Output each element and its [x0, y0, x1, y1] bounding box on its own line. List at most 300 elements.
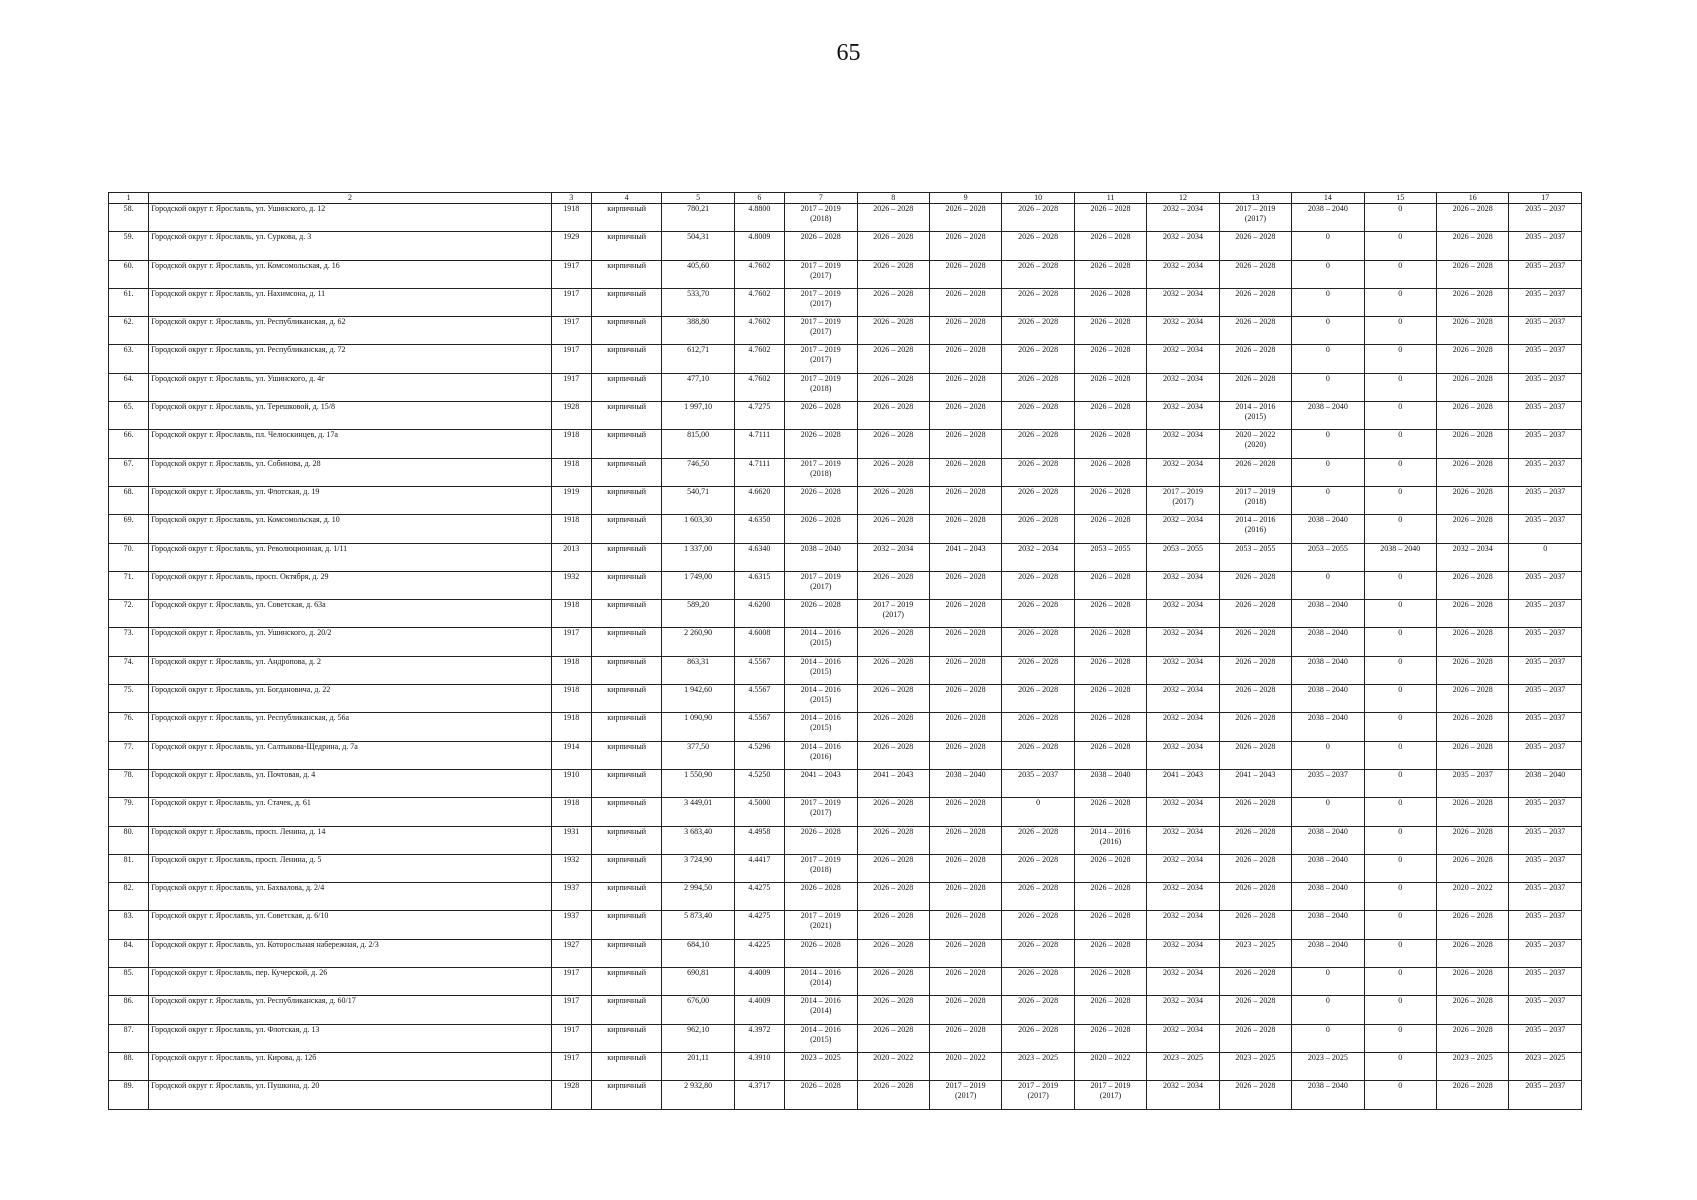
table-cell: 2023 – 2025	[1509, 1052, 1582, 1080]
table-cell: 1928	[551, 402, 591, 430]
table-cell: 2026 – 2028	[1002, 968, 1074, 996]
table-cell: 2026 – 2028	[1002, 911, 1074, 939]
column-header: 2	[149, 193, 551, 204]
table-cell: 377,50	[662, 741, 734, 769]
column-header: 7	[785, 193, 857, 204]
table-cell: кирпичный	[591, 486, 661, 514]
table-cell: 2017 – 2019 (2021)	[785, 911, 857, 939]
table-cell: 2026 – 2028	[1074, 204, 1146, 232]
table-cell: 2026 – 2028	[857, 996, 929, 1024]
table-cell: кирпичный	[591, 656, 661, 684]
table-cell: 2026 – 2028	[785, 939, 857, 967]
table-cell: 676,00	[662, 996, 734, 1024]
address-cell: Городской округ г. Ярославль, ул. Стачек, д. 61	[149, 798, 551, 826]
table-cell: 2035 – 2037	[1509, 911, 1582, 939]
table-row	[109, 854, 1582, 882]
table-cell: 4.6315	[734, 571, 784, 599]
row-number-cell: 65.	[109, 402, 149, 430]
table-cell: 2026 – 2028	[1002, 713, 1074, 741]
table-cell: 2014 – 2016 (2016)	[1219, 515, 1291, 543]
table-row	[109, 939, 1582, 967]
table-cell: 4.4009	[734, 996, 784, 1024]
table-row	[109, 1024, 1582, 1052]
table-cell: 2026 – 2028	[1219, 260, 1291, 288]
row-number-cell: 58.	[109, 204, 149, 232]
table-cell: 2026 – 2028	[1437, 713, 1509, 741]
table-cell: 2035 – 2037	[1002, 769, 1074, 797]
table-cell: 2026 – 2028	[1437, 288, 1509, 316]
table-cell: 2017 – 2019 (2017)	[1147, 486, 1219, 514]
table-cell: 2026 – 2028	[1002, 345, 1074, 373]
table-cell: 0	[1292, 486, 1364, 514]
table-row	[109, 685, 1582, 713]
table-cell: 0	[1364, 571, 1436, 599]
address-cell: Городской округ г. Ярославль, ул. Почтовая, д. 4	[149, 769, 551, 797]
table-cell: 2035 – 2037	[1509, 288, 1582, 316]
row-number-cell: 79.	[109, 798, 149, 826]
address-cell: Городской округ г. Ярославль, ул. Республиканская, д. 60/17	[149, 996, 551, 1024]
table-cell: 2026 – 2028	[857, 1081, 929, 1109]
table-cell: 2026 – 2028	[857, 458, 929, 486]
table-cell: 2038 – 2040	[1292, 656, 1364, 684]
table-cell: 5 873,40	[662, 911, 734, 939]
table-cell: 2041 – 2043	[1147, 769, 1219, 797]
address-cell: Городской округ г. Ярославль, ул. Кирова, д. 12б	[149, 1052, 551, 1080]
table-cell: 1917	[551, 1024, 591, 1052]
address-cell: Городской округ г. Ярославль, просп. Ленина, д. 14	[149, 826, 551, 854]
table-cell: 2032 – 2034	[1147, 911, 1219, 939]
table-cell: 1 942,60	[662, 685, 734, 713]
row-number-cell: 64.	[109, 373, 149, 401]
table-cell: 0	[1364, 911, 1436, 939]
table-cell: 2026 – 2028	[929, 515, 1001, 543]
table-cell: 2032 – 2034	[1147, 515, 1219, 543]
table-cell: 1918	[551, 713, 591, 741]
table-cell: 2020 – 2022	[1437, 883, 1509, 911]
table-cell: 1918	[551, 204, 591, 232]
table-cell: 4.5296	[734, 741, 784, 769]
table-cell: 2026 – 2028	[929, 798, 1001, 826]
table-row	[109, 713, 1582, 741]
table-cell: 2017 – 2019 (2017)	[785, 288, 857, 316]
column-header: 10	[1002, 193, 1074, 204]
table-cell: 2035 – 2037	[1509, 402, 1582, 430]
table-cell: 2026 – 2028	[857, 883, 929, 911]
table-cell: 2053 – 2055	[1074, 543, 1146, 571]
table-cell: 2026 – 2028	[929, 232, 1001, 260]
table-cell: 2026 – 2028	[1074, 939, 1146, 967]
table-cell: 2017 – 2019 (2018)	[785, 458, 857, 486]
table-cell: 2017 – 2019 (2018)	[785, 373, 857, 401]
table-cell: 2026 – 2028	[785, 232, 857, 260]
table-cell: 2032 – 2034	[1147, 345, 1219, 373]
column-header: 17	[1509, 193, 1582, 204]
address-cell: Городской округ г. Ярославль, ул. Бахвалова, д. 2/4	[149, 883, 551, 911]
table-cell: 2035 – 2037	[1509, 373, 1582, 401]
row-number-cell: 67.	[109, 458, 149, 486]
table-cell: 0	[1292, 317, 1364, 345]
table-cell: 2035 – 2037	[1509, 317, 1582, 345]
table-cell: кирпичный	[591, 430, 661, 458]
table-cell: 2026 – 2028	[1437, 854, 1509, 882]
address-cell: Городской округ г. Ярославль, ул. Собинова, д. 28	[149, 458, 551, 486]
table-cell: 2032 – 2034	[1147, 260, 1219, 288]
table-cell: 2026 – 2028	[1002, 826, 1074, 854]
table-row	[109, 458, 1582, 486]
table-cell: 2026 – 2028	[785, 1081, 857, 1109]
table-cell: 2026 – 2028	[1074, 854, 1146, 882]
table-cell: 2026 – 2028	[1002, 883, 1074, 911]
table-cell: 0	[1364, 883, 1436, 911]
table-cell: 2023 – 2025	[785, 1052, 857, 1080]
address-cell: Городской округ г. Ярославль, ул. Республиканская, д. 62	[149, 317, 551, 345]
table-cell: 2026 – 2028	[1219, 685, 1291, 713]
table-cell: 2053 – 2055	[1147, 543, 1219, 571]
row-number-cell: 88.	[109, 1052, 149, 1080]
table-cell: 2026 – 2028	[1002, 458, 1074, 486]
column-header: 16	[1437, 193, 1509, 204]
table-cell: кирпичный	[591, 1024, 661, 1052]
table-cell: 2035 – 2037	[1509, 713, 1582, 741]
table-cell: 1918	[551, 798, 591, 826]
table-cell: 2032 – 2034	[1147, 373, 1219, 401]
table-cell: 2026 – 2028	[857, 232, 929, 260]
table-cell: 2026 – 2028	[857, 826, 929, 854]
table-cell: 2026 – 2028	[857, 373, 929, 401]
table-cell: 2026 – 2028	[1437, 741, 1509, 769]
table-cell: кирпичный	[591, 260, 661, 288]
table-cell: 2035 – 2037	[1509, 656, 1582, 684]
table-cell: 1 550,90	[662, 769, 734, 797]
table-cell: 2014 – 2016 (2016)	[1074, 826, 1146, 854]
table-cell: 2023 – 2025	[1147, 1052, 1219, 1080]
table-cell: 2026 – 2028	[1437, 373, 1509, 401]
table-cell: 2026 – 2028	[1219, 571, 1291, 599]
table-cell: 2026 – 2028	[857, 713, 929, 741]
table-cell: 2026 – 2028	[1074, 996, 1146, 1024]
table-cell: 540,71	[662, 486, 734, 514]
row-number-cell: 63.	[109, 345, 149, 373]
table-cell: кирпичный	[591, 402, 661, 430]
table-cell: 2026 – 2028	[785, 600, 857, 628]
table-cell: 2026 – 2028	[785, 826, 857, 854]
table-cell: 2026 – 2028	[1437, 628, 1509, 656]
table-cell: 2026 – 2028	[929, 628, 1001, 656]
table-cell: 4.6620	[734, 486, 784, 514]
table-cell: 2038 – 2040	[1292, 685, 1364, 713]
table-cell: 2017 – 2019 (2017)	[785, 798, 857, 826]
table-cell: кирпичный	[591, 317, 661, 345]
table-cell: 4.3972	[734, 1024, 784, 1052]
table-cell: 2035 – 2037	[1509, 430, 1582, 458]
table-cell: 2026 – 2028	[1219, 1024, 1291, 1052]
table-cell: 0	[1292, 968, 1364, 996]
table-cell: 0	[1364, 458, 1436, 486]
table-cell: 405,60	[662, 260, 734, 288]
table-cell: 1918	[551, 600, 591, 628]
table-cell: 0	[1292, 373, 1364, 401]
table-cell: 2032 – 2034	[1147, 883, 1219, 911]
table-cell: 2032 – 2034	[1147, 628, 1219, 656]
table-cell: 4.5567	[734, 713, 784, 741]
row-number-cell: 68.	[109, 486, 149, 514]
table-cell: 0	[1364, 685, 1436, 713]
table-cell: 0	[1364, 656, 1436, 684]
table-cell: 2026 – 2028	[929, 571, 1001, 599]
table-cell: кирпичный	[591, 826, 661, 854]
table-cell: 2014 – 2016 (2015)	[785, 656, 857, 684]
table-cell: 2026 – 2028	[1074, 628, 1146, 656]
table-cell: 4.7602	[734, 345, 784, 373]
table-cell: 2026 – 2028	[929, 204, 1001, 232]
table-row	[109, 430, 1582, 458]
table-cell: 2026 – 2028	[1219, 656, 1291, 684]
table-cell: 0	[1292, 430, 1364, 458]
table-cell: 2 932,80	[662, 1081, 734, 1109]
table-cell: 2032 – 2034	[857, 543, 929, 571]
row-number-cell: 82.	[109, 883, 149, 911]
table-cell: 4.7602	[734, 373, 784, 401]
address-cell: Городской округ г. Ярославль, ул. Комсомольская, д. 16	[149, 260, 551, 288]
table-cell: 2035 – 2037	[1509, 458, 1582, 486]
table-cell: 2026 – 2028	[1219, 373, 1291, 401]
table-cell: 2032 – 2034	[1147, 458, 1219, 486]
table-cell: кирпичный	[591, 741, 661, 769]
address-cell: Городской округ г. Ярославль, ул. Пушкина, д. 20	[149, 1081, 551, 1109]
table-cell: 2026 – 2028	[929, 600, 1001, 628]
table-cell: 684,10	[662, 939, 734, 967]
table-cell: 2026 – 2028	[857, 685, 929, 713]
row-number-cell: 73.	[109, 628, 149, 656]
address-cell: Городской округ г. Ярославль, ул. Советская, д. 6/10	[149, 911, 551, 939]
table-cell: 1 749,00	[662, 571, 734, 599]
table-cell: 2026 – 2028	[929, 1024, 1001, 1052]
address-cell: Городской округ г. Ярославль, ул. Революционная, д. 1/11	[149, 543, 551, 571]
table-row	[109, 486, 1582, 514]
table-cell: 612,71	[662, 345, 734, 373]
table-cell: 1914	[551, 741, 591, 769]
table-row	[109, 204, 1582, 232]
column-header: 15	[1364, 193, 1436, 204]
table-cell: 2026 – 2028	[1219, 911, 1291, 939]
table-cell: 2020 – 2022	[929, 1052, 1001, 1080]
table-row	[109, 826, 1582, 854]
table-cell: 2017 – 2019 (2017)	[1074, 1081, 1146, 1109]
table-cell: 4.6350	[734, 515, 784, 543]
column-header: 6	[734, 193, 784, 204]
table-cell: 1929	[551, 232, 591, 260]
row-number-cell: 70.	[109, 543, 149, 571]
table-cell: 0	[1364, 204, 1436, 232]
table-cell: 2026 – 2028	[1219, 996, 1291, 1024]
table-cell: 2026 – 2028	[1437, 911, 1509, 939]
table-cell: 2038 – 2040	[1292, 515, 1364, 543]
table-cell: 2026 – 2028	[1074, 883, 1146, 911]
table-cell: 2017 – 2019 (2017)	[857, 600, 929, 628]
table-cell: 2026 – 2028	[857, 402, 929, 430]
address-cell: Городской округ г. Ярославль, ул. Терешковой, д. 15/8	[149, 402, 551, 430]
table-row	[109, 656, 1582, 684]
address-cell: Городской округ г. Ярославль, ул. Советская, д. 63а	[149, 600, 551, 628]
address-cell: Городской округ г. Ярославль, ул. Республиканская, д. 56а	[149, 713, 551, 741]
table-cell: 2017 – 2019 (2017)	[1002, 1081, 1074, 1109]
address-cell: Городской округ г. Ярославль, ул. Ушинского, д. 4г	[149, 373, 551, 401]
row-number-cell: 71.	[109, 571, 149, 599]
table-cell: 2026 – 2028	[1219, 317, 1291, 345]
table-cell: 2026 – 2028	[1437, 600, 1509, 628]
table-cell: 2026 – 2028	[1219, 458, 1291, 486]
table-cell: кирпичный	[591, 1081, 661, 1109]
column-header: 8	[857, 193, 929, 204]
table-cell: 4.4009	[734, 968, 784, 996]
table-cell: 2032 – 2034	[1147, 968, 1219, 996]
table-cell: 2014 – 2016 (2015)	[1219, 402, 1291, 430]
table-cell: 4.6008	[734, 628, 784, 656]
table-cell: кирпичный	[591, 1052, 661, 1080]
table-cell: 2026 – 2028	[1002, 571, 1074, 599]
table-cell: 0	[1509, 543, 1582, 571]
table-cell: 2026 – 2028	[857, 656, 929, 684]
table-cell: 2026 – 2028	[1074, 968, 1146, 996]
table-cell: 2017 – 2019 (2017)	[785, 260, 857, 288]
table-cell: 2026 – 2028	[857, 798, 929, 826]
table-cell: 1932	[551, 854, 591, 882]
table-cell: 0	[1364, 1052, 1436, 1080]
table-cell: 2026 – 2028	[1074, 232, 1146, 260]
table-cell: 2026 – 2028	[1437, 685, 1509, 713]
table-cell: 2026 – 2028	[857, 317, 929, 345]
address-cell: Городской округ г. Ярославль, ул. Нахимсона, д. 11	[149, 288, 551, 316]
table-cell: 2038 – 2040	[1292, 628, 1364, 656]
table-cell: 2035 – 2037	[1509, 571, 1582, 599]
table-row	[109, 260, 1582, 288]
table-cell: 1 997,10	[662, 402, 734, 430]
table-cell: 2014 – 2016 (2015)	[785, 1024, 857, 1052]
table-cell: 2026 – 2028	[929, 713, 1001, 741]
address-cell: Городской округ г. Ярославль, пл. Челюскинцев, д. 17а	[149, 430, 551, 458]
table-cell: 2026 – 2028	[1437, 430, 1509, 458]
table-row	[109, 996, 1582, 1024]
table-cell: 2023 – 2025	[1002, 1052, 1074, 1080]
table-cell: 4.7275	[734, 402, 784, 430]
table-cell: 780,21	[662, 204, 734, 232]
address-cell: Городской округ г. Ярославль, ул. Суркова, д. 3	[149, 232, 551, 260]
table-cell: 2026 – 2028	[1074, 317, 1146, 345]
row-number-cell: 78.	[109, 769, 149, 797]
table-cell: 0	[1364, 288, 1436, 316]
table-cell: 2026 – 2028	[1074, 260, 1146, 288]
table-header-row	[109, 193, 1582, 204]
table-cell: 2026 – 2028	[1074, 713, 1146, 741]
table-cell: 2026 – 2028	[929, 996, 1001, 1024]
table-cell: 962,10	[662, 1024, 734, 1052]
table-cell: 2026 – 2028	[929, 402, 1001, 430]
table-cell: кирпичный	[591, 515, 661, 543]
table-cell: 2026 – 2028	[857, 628, 929, 656]
table-cell: 2035 – 2037	[1509, 345, 1582, 373]
table-cell: 0	[1364, 260, 1436, 288]
table-cell: 1918	[551, 656, 591, 684]
table-cell: 2017 – 2019 (2017)	[785, 571, 857, 599]
table-cell: 4.5567	[734, 685, 784, 713]
table-cell: 0	[1292, 345, 1364, 373]
table-row	[109, 798, 1582, 826]
table-cell: кирпичный	[591, 204, 661, 232]
table-row	[109, 288, 1582, 316]
table-cell: 2053 – 2055	[1292, 543, 1364, 571]
table-row	[109, 571, 1582, 599]
table-row	[109, 1081, 1582, 1109]
housing-repair-table	[108, 192, 1582, 1110]
table-cell: 2026 – 2028	[1437, 656, 1509, 684]
table-cell: 2026 – 2028	[1074, 741, 1146, 769]
table-cell: 2035 – 2037	[1437, 769, 1509, 797]
table-cell: 0	[1292, 232, 1364, 260]
table-cell: 2026 – 2028	[785, 883, 857, 911]
table-cell: 1917	[551, 968, 591, 996]
table-cell: 2026 – 2028	[929, 968, 1001, 996]
table-cell: 2017 – 2019 (2018)	[1219, 486, 1291, 514]
table-cell: 2026 – 2028	[785, 402, 857, 430]
table-cell: 2026 – 2028	[1002, 486, 1074, 514]
table-cell: кирпичный	[591, 939, 661, 967]
table-cell: 2032 – 2034	[1147, 571, 1219, 599]
table-cell: 2035 – 2037	[1509, 600, 1582, 628]
row-number-cell: 66.	[109, 430, 149, 458]
table-cell: 2026 – 2028	[1219, 798, 1291, 826]
table-cell: 2035 – 2037	[1509, 260, 1582, 288]
table-cell: 0	[1364, 854, 1436, 882]
table-row	[109, 883, 1582, 911]
row-number-cell: 89.	[109, 1081, 149, 1109]
table-cell: 0	[1002, 798, 1074, 826]
table-cell: 2032 – 2034	[1147, 656, 1219, 684]
table-cell: 2026 – 2028	[857, 204, 929, 232]
column-header: 9	[929, 193, 1001, 204]
table-cell: 2026 – 2028	[1437, 826, 1509, 854]
table-cell: 2035 – 2037	[1509, 826, 1582, 854]
table-cell: 0	[1364, 798, 1436, 826]
table-cell: 2038 – 2040	[785, 543, 857, 571]
table-cell: 2026 – 2028	[929, 656, 1001, 684]
table-cell: 2035 – 2037	[1509, 996, 1582, 1024]
table-cell: 2035 – 2037	[1292, 769, 1364, 797]
table-cell: 863,31	[662, 656, 734, 684]
table-cell: 2026 – 2028	[1219, 345, 1291, 373]
table-cell: 2026 – 2028	[1219, 600, 1291, 628]
table-cell: 2026 – 2028	[929, 317, 1001, 345]
table-cell: 1917	[551, 345, 591, 373]
table-cell: 3 683,40	[662, 826, 734, 854]
table-cell: 1 337,00	[662, 543, 734, 571]
table-cell: 4.5250	[734, 769, 784, 797]
table-cell: 0	[1364, 1081, 1436, 1109]
address-cell: Городской округ г. Ярославль, ул. Салтыкова-Щедрина, д. 7а	[149, 741, 551, 769]
table-cell: 4.7602	[734, 260, 784, 288]
table-cell: 2038 – 2040	[1292, 883, 1364, 911]
table-cell: 2014 – 2016 (2015)	[785, 685, 857, 713]
row-number-cell: 69.	[109, 515, 149, 543]
table-cell: 504,31	[662, 232, 734, 260]
row-number-cell: 84.	[109, 939, 149, 967]
table-cell: 2032 – 2034	[1147, 713, 1219, 741]
table-cell: 2026 – 2028	[1437, 1081, 1509, 1109]
table-cell: 0	[1364, 430, 1436, 458]
table-cell: 4.7111	[734, 430, 784, 458]
table-cell: 2026 – 2028	[929, 939, 1001, 967]
table-cell: 2038 – 2040	[1364, 543, 1436, 571]
table-cell: 2026 – 2028	[929, 911, 1001, 939]
